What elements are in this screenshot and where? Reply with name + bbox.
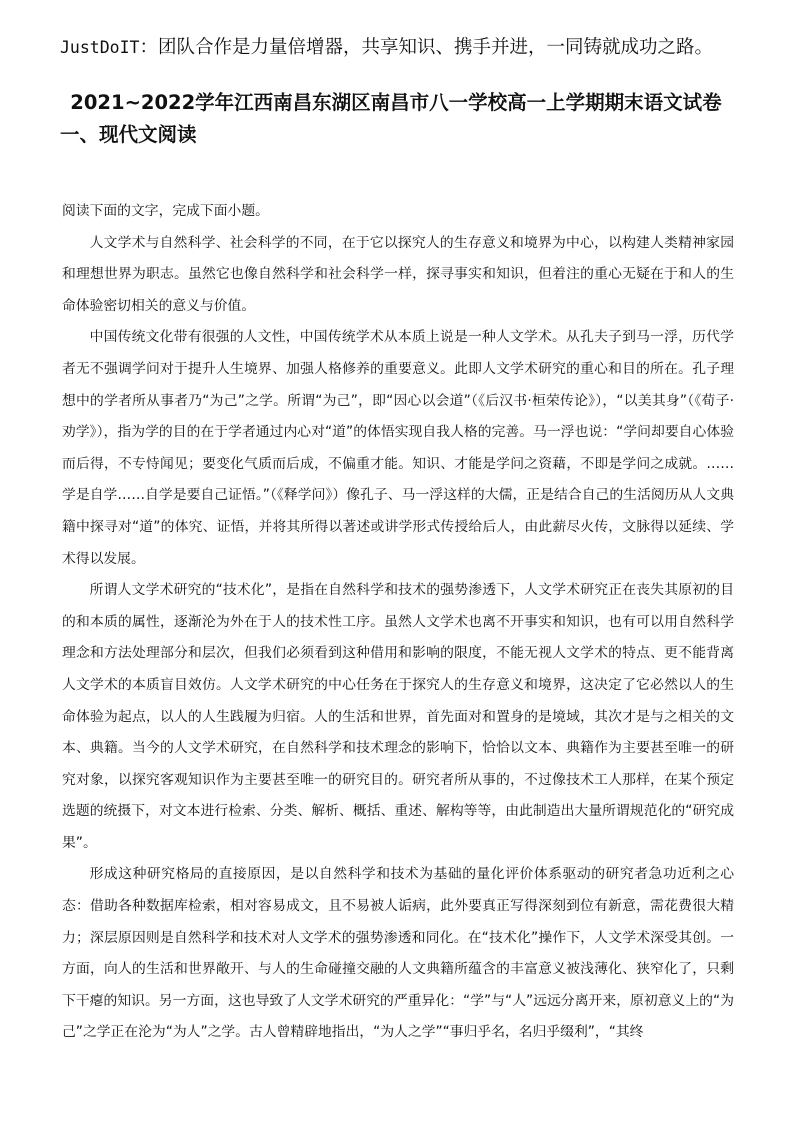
banner-slogan: ：团队合作是力量倍增器，共享知识、携手并进，一同铸就成功之路。 [139,37,713,58]
section-heading: 一、现代文阅读 [60,123,197,146]
banner-brand: JustDoIT [60,38,140,57]
passage-paragraph: 形成这种研究格局的直接原因，是以自然科学和技术为基础的量化评价体系驱动的研究者急功近利之心态：借助各种数据库检索，相对容易成文，且不易被人诟病，此外要真正写得深刻到位有新意，需花费很大精力；深层原因则是自然科学和技术对人文学术的强势渗透和同化。在“技术化”操作下，人文学术深受其创。一方面，向人的生活和世界敞开、与人的生命碰撞交融的人文典籍所蕴含的丰富意义被浅薄化、狭窄化了，只剩下干瘪的知识。另一方面，这也导致了人文学术研究的严重异化：“学”与“人”远远分离开来，原初意义上的“为己”之学正在沦为“为人”之学。古人曾精辟地指出，“为人之学”“事归乎名，名归乎缀利”，“其终 [62,866,734,1041]
top-banner [60,35,750,61]
passage-paragraph: 中国传统文化带有很强的人文性，中国传统学术从本质上说是一种人文学术。从孔夫子到马一浮，历代学者无不强调学问对于提升人生境界、加强人格修养的重要意义。此即人文学术研究的重心和目的所在。孔子理想中的学者所从事者乃“为己”之学。所谓“为己”，即“因心以会道”（《后汉书·桓荣传论》），“以美其身”（《荀子·劝学》），指为学的目的在于学者通过内心对“道”的体悟实现自我人格的完善。马一浮也说：“学问却要自心体验而后得，不专恃闻见；要变化气质而后成，不偏重才能。知识、才能是学问之资藉，不即是学问之成就。……学是自学……自学是要自己证悟。”（《释学问》）像孔子、马一浮这样的大儒，正是结合自己的生活阅历从人文典籍中探寻对“道”的体究、证悟，并将其所得以著述或讲学形式传授给后人，由此薪尽火传，文脉得以延续、学术得以发展。 [62,329,734,567]
passage-paragraph: 人文学术与自然科学、社会科学的不同，在于它以探究人的生存意义和境界为中心，以构建人类精神家园和理想世界为职志。虽然它也像自然科学和社会科学一样，探寻事实和知识，但着注的重心无疑在于和人的生命体验密切相关的意义与价值。 [62,234,734,314]
passage-instruction: 阅读下面的文字，完成下面小题。 [62,203,269,219]
document-title: 2021~2022学年江西南昌东湖区南昌市八一学校高一上学期期末语文试卷 [70,91,722,114]
reading-passage [62,196,734,1049]
passage-paragraph: 所谓人文学术研究的“技术化”，是指在自然科学和技术的强势渗透下，人文学术研究正在丧失其原初的目的和本质的属性，逐渐沦为外在于人的技术性工序。虽然人文学术也离不开事实和知识，也有可以用自然科学理念和方法处理部分和层次，但我们必须看到这种借用和影响的限度，不能无视人文学术的特点、更不能背离人文学术的本质盲目效仿。人文学术研究的中心任务在于探究人的生存意义和境界，这决定了它必然以人的生命体验为起点，以人的人生践履为归宿。人的生活和世界，首先面对和置身的是境域，其次才是与之相关的文本、典籍。当今的人文学术研究，在自然科学和技术理念的影响下，恰恰以文本、典籍作为主要甚至唯一的研究对象，以探究客观知识作为主要甚至唯一的研究目的。研究者所从事的，不过像技术工人那样，在某个预定选题的统摄下，对文本进行检索、分类、解析、概括、重述、解构等等，由此制造出大量所谓规范化的“研究成果”。 [62,582,734,851]
